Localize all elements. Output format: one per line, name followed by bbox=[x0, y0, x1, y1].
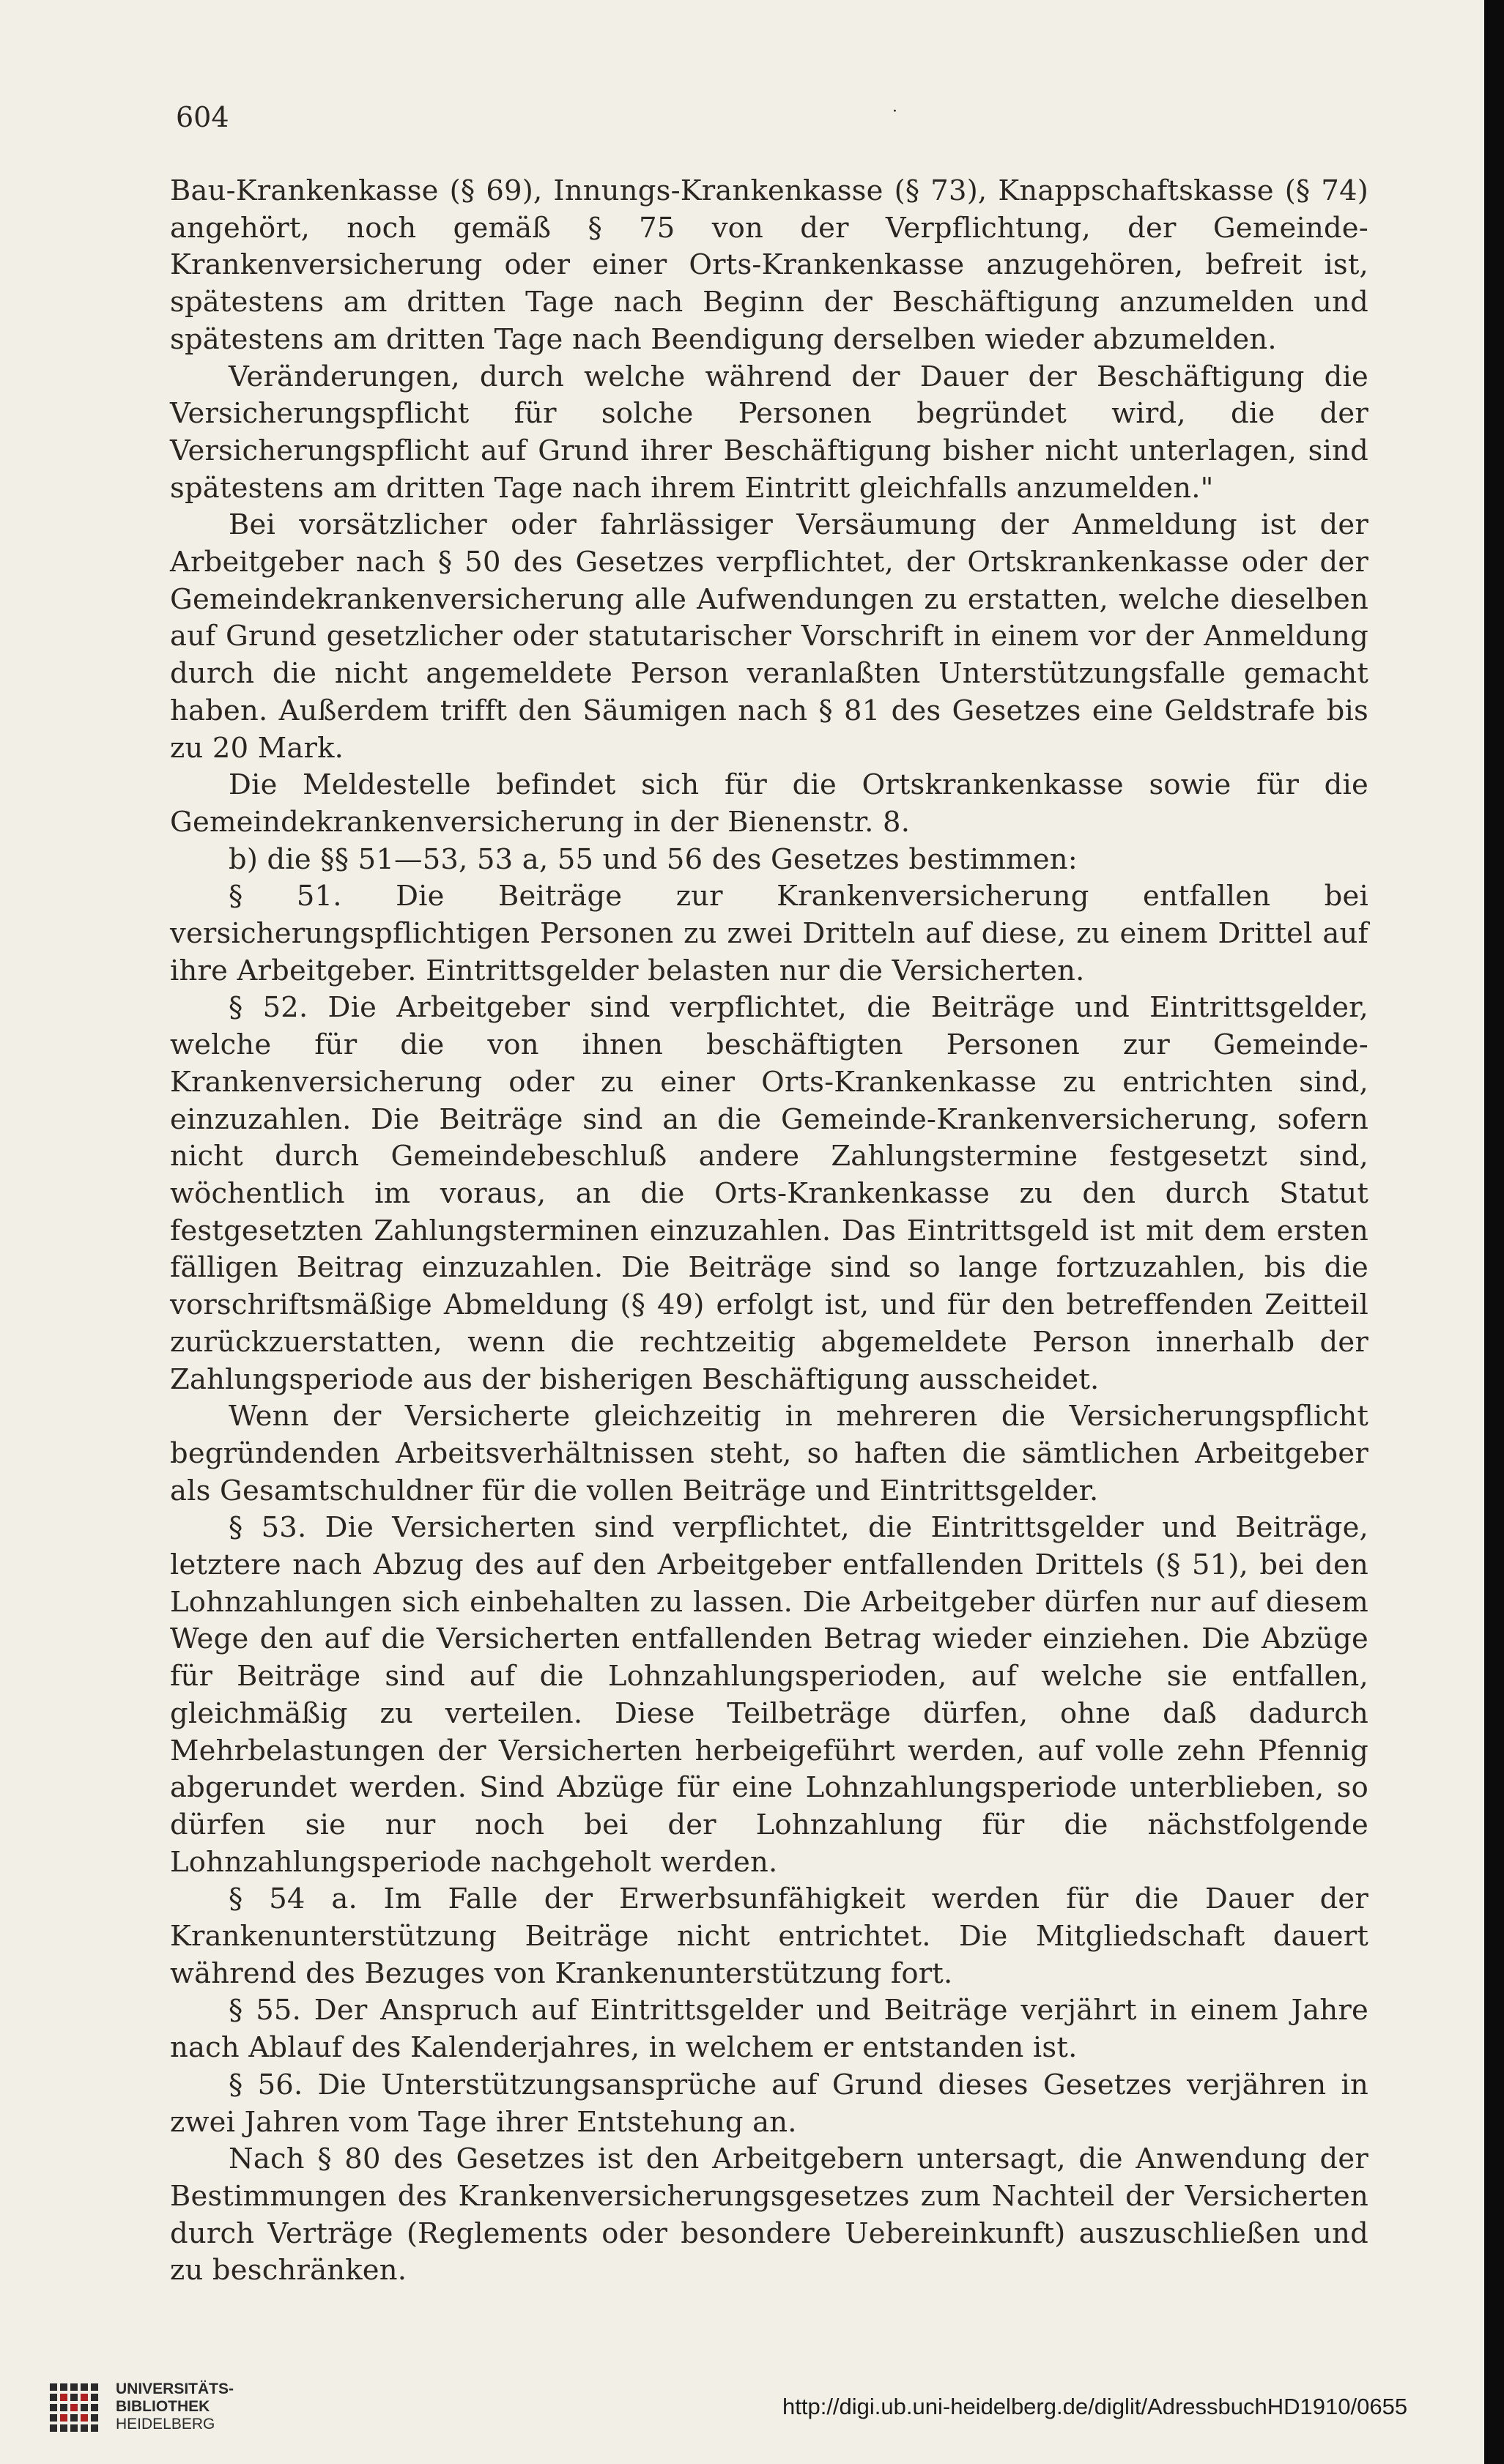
document-body bbox=[170, 173, 1368, 2290]
paragraph: § 54 a. Im Falle der Erwerbsunfähigkeit werden für die Dauer der Krankenunterstützung Beiträge nicht entrichtet. Die Mitgliedschaft dauert während des Bezuges von Krankenunterstützung fort. bbox=[170, 1882, 1368, 1990]
paragraph: § 53. Die Versicherten sind verpflichtet, die Eintrittsgelder und Beiträge, letztere nach Abzug des auf den Arbeitgeber entfallenden Drittels (§ 51), bei den Lohnzahlungen sich einbehalten zu lassen. Die Arbeitgeber dürfen nur auf diesem Wege den auf die Versicherten entfallenden Betrag wieder einziehen. Die Abzüge für Beiträge sind auf die Lohnzahlungsperioden, auf welche sie entfallen, gleichmäßig zu verteilen. Diese Teilbeträge dürfen, ohne daß dadurch Mehrbelastungen der Versicherten herbeigeführt werden, auf volle zehn Pfennig abgerundet werden. Sind Abzüge für eine Lohnzahlungsperiode unterblieben, so dürfen sie nur noch bei der Lohnzahlung für die nächstfolgende Lohnzahlungsperiode nachgeholt werden. bbox=[170, 1511, 1368, 1879]
university-seal-icon bbox=[45, 2379, 103, 2436]
scan-edge bbox=[1484, 0, 1504, 2464]
paragraph: Veränderungen, durch welche während der Dauer der Beschäftigung die Versicherungspflicht für solche Personen begründet wird, die der Versicherungspflicht auf Grund ihrer Beschäftigung bisher nicht unterlagen, sind spätestens am dritten Tage nach ihrem Eintritt gleichfalls anzumelden." bbox=[170, 360, 1368, 505]
page-number: 604 bbox=[176, 101, 229, 133]
paragraph: § 51. Die Beiträge zur Krankenversicherung entfallen bei versicherungspflichtigen Personen zu zwei Dritteln auf diese, zu einem Drittel auf ihre Arbeitgeber. Eintrittsgelder belasten nur die Versicherten. bbox=[170, 880, 1368, 987]
scan-mark: · bbox=[892, 103, 897, 121]
paragraph: Bei vorsätzlicher oder fahrlässiger Versäumung der Anmeldung ist der Arbeitgeber nach § 50 des Gesetzes verpflichtet, der Ortskrankenkasse oder der Gemeindekrankenversicherung alle Aufwendungen zu erstatten, welche dieselben auf Grund gesetzlicher oder statutarischer Vorschrift in einem vor der Anmeldung durch die nicht angemeldete Person veranlaßten Unterstützungsfalle gemacht haben. Außerdem trifft den Säumigen nach § 81 des Gesetzes eine Geldstrafe bis zu 20 Mark. bbox=[170, 508, 1368, 765]
paragraph: § 55. Der Anspruch auf Eintrittsgelder und Beiträge verjährt in einem Jahre nach Ablauf des Kalenderjahres, in welchem er entstanden ist. bbox=[170, 1994, 1368, 2065]
paragraph: Die Meldestelle befindet sich für die Ortskrankenkasse sowie für die Gemeindekrankenversicherung in der Bienenstr. 8. bbox=[170, 768, 1368, 839]
library-name: UNIVERSITÄTS- BIBLIOTHEK HEIDELBERG bbox=[116, 2380, 234, 2433]
paragraph: Nach § 80 des Gesetzes ist den Arbeitgebern untersagt, die Anwendung der Bestimmungen des Krankenversicherungsgesetzes zum Nachteil der Versicherten durch Verträge (Reglements oder besondere Uebereinkunft) auszuschließen und zu beschränken. bbox=[170, 2142, 1368, 2287]
paragraph: b) die §§ 51—53, 53 a, 55 und 56 des Gesetzes bestimmen: bbox=[229, 842, 1078, 876]
paragraph: § 52. Die Arbeitgeber sind verpflichtet, die Beiträge und Eintrittsgelder, welche für die von ihnen beschäftigten Personen zur Gemeinde-Krankenversicherung oder zu einer Orts-Krankenkasse zu entrichten sind, einzuzahlen. Die Beiträge sind an die Gemeinde-Krankenversicherung, sofern nicht durch Gemeindebeschluß andere Zahlungstermine festgesetzt sind, wöchentlich im voraus, an die Orts-Krankenkasse zu den durch Statut festgesetzten Zahlungsterminen einzuzahlen. Das Eintrittsgeld ist mit dem ersten fälligen Beitrag einzuzahlen. Die Beiträge sind so lange fortzuzahlen, bis die vorschriftsmäßige Abmeldung (§ 49) erfolgt ist, und für den betreffenden Zeitteil zurückzuerstatten, wenn die rechtzeitig abgemeldete Person innerhalb der Zahlungsperiode aus der bisherigen Beschäftigung ausscheidet. bbox=[170, 991, 1368, 1396]
paragraph: Bau-Krankenkasse (§ 69), Innungs-Krankenkasse (§ 73), Knappschaftskasse (§ 74) angehört, noch gemäß § 75 von der Verpflichtung, der Gemeinde-Krankenversicherung oder einer Orts-Krankenkasse anzugehören, befreit ist, spätestens am dritten Tage nach Beginn der Beschäftigung anzumelden und spätestens am dritten Tage nach Beendigung derselben wieder abzumelden. bbox=[170, 174, 1368, 356]
paragraph: Wenn der Versicherte gleichzeitig in mehreren die Versicherungspflicht begründenden Arbeitsverhältnissen steht, so haften die sämtlichen Arbeitgeber als Gesamtschuldner für die vollen Beiträge und Eintrittsgelder. bbox=[170, 1400, 1368, 1507]
paragraph: § 56. Die Unterstützungsansprüche auf Grund dieses Gesetzes verjähren in zwei Jahren vom Tage ihrer Entstehung an. bbox=[170, 2068, 1368, 2139]
source-link[interactable]: http://digi.ub.uni-heidelberg.de/diglit/AdressbuchHD1910/0655 bbox=[782, 2394, 1408, 2419]
